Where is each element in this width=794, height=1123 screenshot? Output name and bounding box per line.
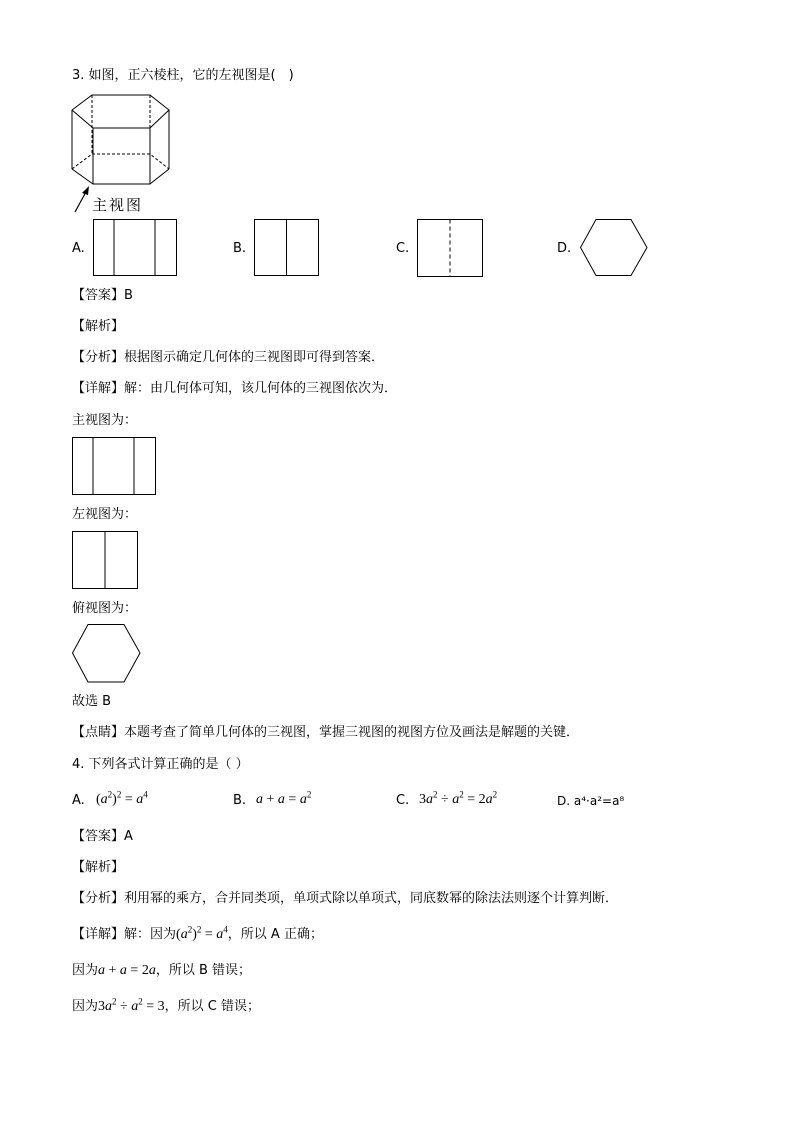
q4-line3-pre: 因为: [72, 999, 99, 1014]
q4-detail-expr-3: $3a^2 \div a^2 = 3$: [98, 996, 165, 1014]
q4-detail-tag: 【详解】: [72, 927, 125, 942]
front-view-figure: [72, 437, 156, 495]
q4-option-a-expr: $(a^2)^2 = a^4$: [96, 789, 148, 807]
front-view-arrow-label: 主视图: [92, 196, 144, 214]
q4-option-c-label: C.: [396, 793, 410, 808]
q4-line3-post: ，所以 C 错误；: [164, 999, 260, 1014]
q4-analysis-tag: 【解析】: [72, 860, 125, 875]
q4-detail-line-3: [72, 996, 260, 1015]
q3-dianjing: 本题考查了简单几何体的三视图，掌握三视图的视图方位及画法是解题的关键．: [124, 725, 580, 740]
q3-option-c-figure: [417, 219, 483, 277]
q3-fenxi: 根据图示确定几何体的三视图即可得到答案．: [124, 350, 385, 365]
q3-option-b-figure: [254, 219, 319, 276]
left-view-figure: [72, 531, 138, 589]
q4-option-b-expr: $a + a = a^2$: [256, 789, 312, 807]
q4-option-b-label: B.: [233, 793, 247, 808]
q4-fenxi-tag: 【分析】: [72, 891, 125, 906]
view-arrow-head: [82, 186, 89, 195]
q4-answer: A: [124, 829, 133, 844]
q3-option-c-label: C.: [396, 241, 410, 256]
q4-line2-pre: 因为: [72, 963, 99, 978]
q4-option-d: D. a⁴·a²=a⁸: [557, 794, 625, 808]
q4-detail-post: ，所以 A 正确；: [227, 927, 323, 942]
q3-answer-tag: 【答案】: [72, 288, 125, 303]
q4-detail-line-1: [72, 924, 323, 943]
q4-detail-expr-1: $(a^2)^2 = a^4$: [176, 924, 228, 942]
q4-stem: 4. 下列各式计算正确的是（ ）: [72, 757, 249, 772]
q4-option-a-label: A.: [72, 793, 85, 808]
q3-conclusion: 故选 B: [72, 694, 112, 709]
q3-top-view-caption: 俯视图为：: [72, 601, 138, 616]
q4-fenxi: 利用幂的乘方，合并同类项，单项式除以单项式，同底数幂的除法法则逐个计算判断．: [124, 891, 619, 906]
q3-left-view-caption: 左视图为：: [72, 507, 138, 522]
q3-option-a-figure: [93, 219, 177, 276]
q4-answer-tag: 【答案】: [72, 829, 125, 844]
q4-detail-pre: 解：因为: [124, 927, 177, 942]
q3-option-d-label: D.: [557, 241, 572, 256]
q3-option-b-label: B.: [233, 241, 247, 256]
q4-detail-expr-2: a + a = 2a: [98, 963, 156, 978]
q3-dianjing-tag: 【点睛】: [72, 725, 125, 740]
q4-option-c-expr: $3a^2 \div a^2 = 2a^2$: [419, 789, 498, 807]
q3-front-view-caption: 主视图为：: [72, 413, 138, 428]
q3-fenxi-tag: 【分析】: [72, 350, 125, 365]
q3-detail: 解：由几何体可知，该几何体的三视图依次为．: [124, 381, 398, 396]
q3-option-d-figure: [580, 219, 648, 277]
q4-detail-line-2: [72, 963, 251, 979]
q3-stem: 3. 如图，正六棱柱，它的左视图是( ): [72, 68, 294, 83]
q4-line2-post: ，所以 B 错误；: [155, 963, 252, 978]
q3-analysis-tag: 【解析】: [72, 319, 125, 334]
q3-option-a-label: A.: [72, 241, 85, 256]
q3-detail-tag: 【详解】: [72, 381, 125, 396]
q3-answer: B: [124, 288, 133, 303]
top-view-figure: [72, 624, 141, 683]
